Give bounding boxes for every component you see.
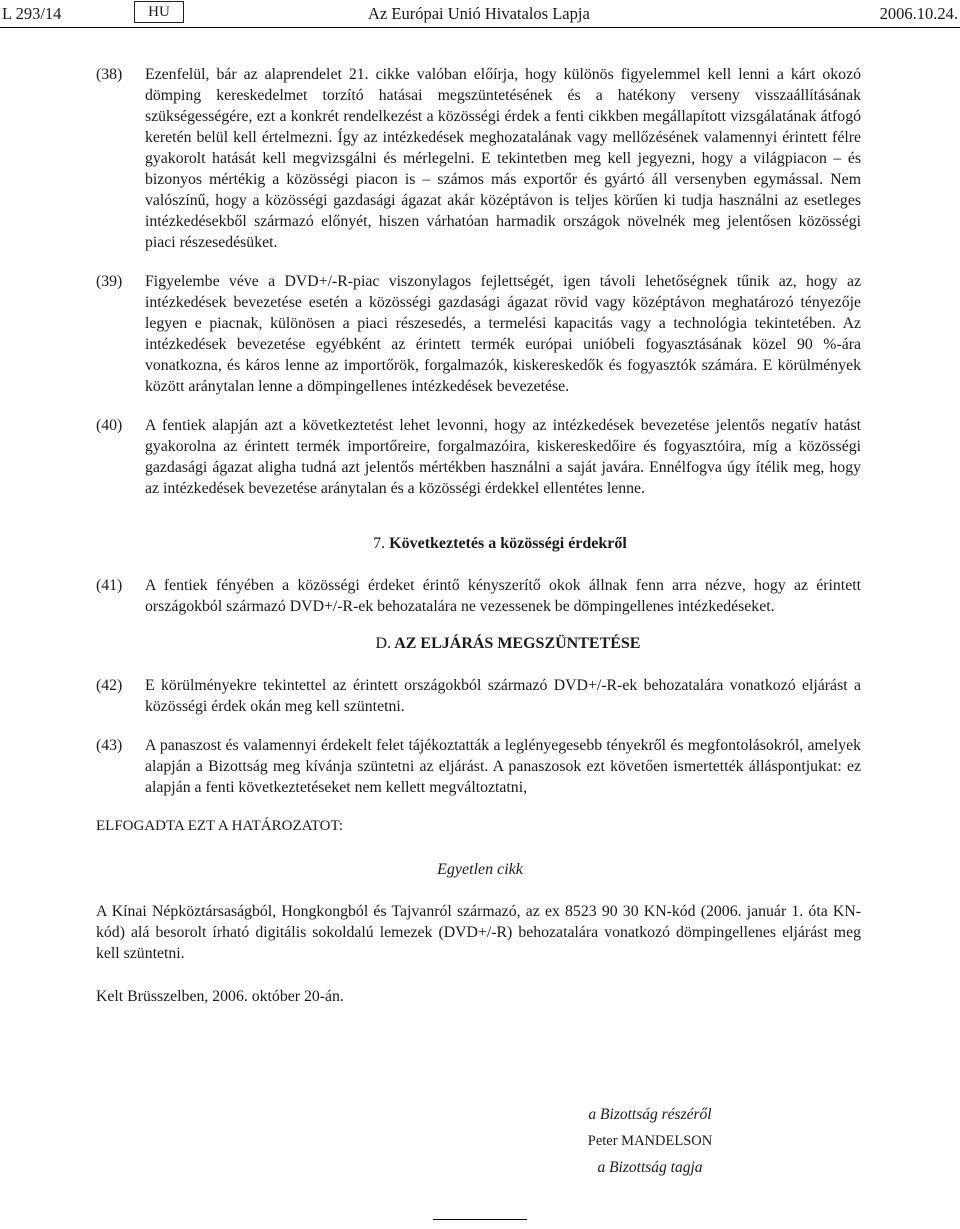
recital-text: A fentiek alapján azt a következtetést lehet levonni, hogy az intézkedések bevezetése jelentős negatív hatást gyakorolna az érintett termék importőreire, forgalmazóira, kiskereskedőire és fogyasztóira, míg a közösségi gazdasági ágazat aligha tudná azt jelentős mértékben használni a saját javára. Ennélfogva úgy ítélik meg, hogy az intézkedések bevezetése aránytalan és a közösségi érdekkel ellentétes lenne. [145,417,861,497]
adoption-statement: ELFOGADTA EZT A HATÁROZATOT: [96,818,344,834]
language-badge: HU [134,1,184,23]
recital-39 [0,271,960,397]
section-number: 7. [373,535,386,552]
article-title: Egyetlen cikk [437,861,523,878]
recital-number: (42) [96,677,123,694]
section-letter: D. [375,635,392,652]
section-title: Következtetés a közösségi érdekről [389,535,627,552]
publication-date: 2006.10.24. [879,4,958,23]
recital-41 [0,575,960,617]
journal-title: Az Európai Unió Hivatalos Lapja [368,4,590,23]
recital-text: A panaszost és valamennyi érdekelt felet tájékoztatták a leglényegesebb tényekről és megfontolásokról, amelyek alapján a Bizottság meg kívánja szüntetni az eljárást. A panaszosok ezt követően ismertették álláspontjukat: ez alapján a fenti következtetéseket nem kellett megváltoztatni, [145,737,861,796]
page-header [0,0,960,30]
recital-38 [0,64,960,253]
section-title: AZ ELJÁRÁS MEGSZÜNTETÉSE [394,635,641,652]
end-rule [433,1219,527,1220]
article-text: A Kínai Népköztársaságból, Hongkongból és Tajvanról származó, az ex 8523 90 30 KN-kód (2006. január 1. óta KN-kód) alá besorolt írható digitális sokoldalú lemezek (DVD+/-R) behozatalára vonatkozó dömpingellenes eljárást meg kell szüntetni. [96,903,861,962]
recital-text: Figyelembe véve a DVD+/-R-piac viszonylagos fejlettségét, igen távoli lehetőségnek tűnik az, hogy az intézkedések bevezetése esetén a közösségi gazdasági ágazat rövid vagy középtávon meghatározó tényezője legyen e piacnak, különösen a piaci részesedés, a termelési kapacitás vagy a technológia tekintetében. Az intézkedések bevezetése egyébként az érintett termék európai unióbeli fogyasztásának közel 90 %-ára vonatkozna, és káros lenne az importőrök, forgalmazók, kiskereskedők és fogyasztók számára. E körülmények között aránytalan lenne a dömpingellenes intézkedések bevezetése. [145,273,861,395]
recital-number: (38) [96,66,123,83]
signatory-role: a Bizottság tagja [597,1159,703,1176]
recital-number: (40) [96,417,123,434]
recital-text: E körülményekre tekintettel az érintett országokból származó DVD+/-R-ek behozatalára vonatkozó eljárást a közösségi érdek okán meg kell szüntetni. [145,677,861,715]
recital-43 [0,735,960,798]
header-rule [0,27,960,28]
section-heading-7 [0,535,960,553]
recital-number: (43) [96,737,123,754]
recital-text: Ezenfelül, bár az alaprendelet 21. cikke valóban előírja, hogy különös figyelemmel kell lenni a kárt okozó dömping kereskedelmet torzító hatásai megszüntetésének és a hatékony verseny visszaállításának szükségességére, ezt a konkrét rendelkezést a közösségi érdek a fenti cikkben megállapított vizsgálatának átfogó keretén belül kell értelmezni. Így az intézkedések meghozatalának vagy mellőzésének valamennyi érintett félre gyakorolt hatását kell megvizsgálni és mérlegelni. E tekintetben meg kell jegyezni, hogy a világpiacon – és bizonyos mértékig a közösségi piacon is – számos más exportőr és gyártó áll versenyben egymással. Nem valószínű, hogy a közösségi gazdasági ágazat akár középtávon is teljes körűen ki tudja használni az esetleges intézkedésekből származó előnyét, hiszen várhatóan harmadik országok növelnék meg jelentősen közösségi piaci részesedésüket. [145,66,861,251]
done-at: Kelt Brüsszelben, 2006. október 20-án. [96,988,344,1005]
signature-for: a Bizottság részéről [588,1106,712,1123]
recital-number: (39) [96,273,123,290]
recital-text: A fentiek fényében a közösségi érdeket érintő kényszerítő okok állnak fenn arra nézve, hogy az érintett országokból származó DVD+/-R-ek behozatalára ne vezessenek be dömpingellenes intézkedéseket. [145,577,861,615]
page-reference: L 293/14 [2,4,62,23]
recital-40 [0,415,960,499]
section-heading-d [0,635,960,653]
signatory-name: Peter MANDELSON [587,1133,713,1149]
recital-42 [0,675,960,717]
document-body [0,64,960,1007]
recital-number: (41) [96,577,123,594]
